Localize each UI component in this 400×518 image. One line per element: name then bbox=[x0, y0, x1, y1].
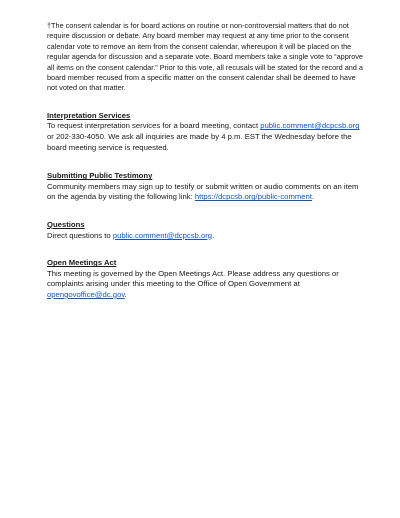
open-meetings-act-heading: Open Meetings Act bbox=[47, 258, 117, 268]
testimony-text-before: Community members may sign up to testify or submit written or audio comments on an item on the agenda by visiting the following link: bbox=[47, 181, 359, 202]
interpretation-email-link[interactable]: public.comment@dcpcsb.org bbox=[260, 121, 360, 131]
questions-text-after: . bbox=[212, 230, 215, 240]
public-comment-link[interactable]: https://dcpcsb.org/public-comment bbox=[194, 192, 312, 202]
interpretation-services-heading: Interpretation Services bbox=[47, 110, 131, 120]
questions-section bbox=[47, 220, 365, 241]
document-page bbox=[47, 21, 365, 301]
questions-text-before: Direct questions to bbox=[47, 230, 113, 240]
interpretation-text-after: or 202-330-4050. We ask all inquiries are made by 4 p.m. EST the Wednesday before the board meeting service is requested. bbox=[47, 132, 352, 152]
open-meetings-text-before: This meeting is governed by the Open Meetings Act. Please address any questions or complaints arising under this meeting to the Office of Open Government at bbox=[47, 268, 339, 289]
questions-heading: Questions bbox=[47, 220, 85, 229]
interpretation-text-before: To request interpretation services for a board meeting, contact bbox=[47, 121, 261, 131]
questions-email-link[interactable]: public.comment@dcpcsb.org bbox=[112, 230, 213, 240]
testimony-text-after: . bbox=[311, 192, 315, 202]
questions-text bbox=[47, 231, 365, 242]
consent-calendar-note: †The consent calendar is for board actions on routine or non-controversial matters that do not require discussion or debate. Any board member may request at any time prior to the consent calendar vote to remove an item from the consent calendar, whereupon it will be placed on the regular agenda for discussion and a separate vote. Board members take a single vote to “approve all items on the consent calendar.” Prior to this vote, all recusals will be stated for the record and a board member recused from a specific matter on the consent calendar shall be deemed to have not voted on that matter. bbox=[47, 21, 363, 93]
public-testimony-text bbox=[47, 182, 365, 203]
interpretation-services-section bbox=[47, 111, 365, 153]
public-testimony-section bbox=[47, 171, 365, 203]
open-government-email-link[interactable]: opengovoffice@dc.gov bbox=[47, 289, 125, 299]
open-meetings-act-section bbox=[47, 258, 365, 300]
open-meetings-act-text bbox=[47, 269, 365, 301]
interpretation-services-text bbox=[47, 121, 365, 153]
public-testimony-heading: Submitting Public Testimony bbox=[47, 171, 153, 181]
open-meetings-text-after: . bbox=[124, 289, 127, 299]
